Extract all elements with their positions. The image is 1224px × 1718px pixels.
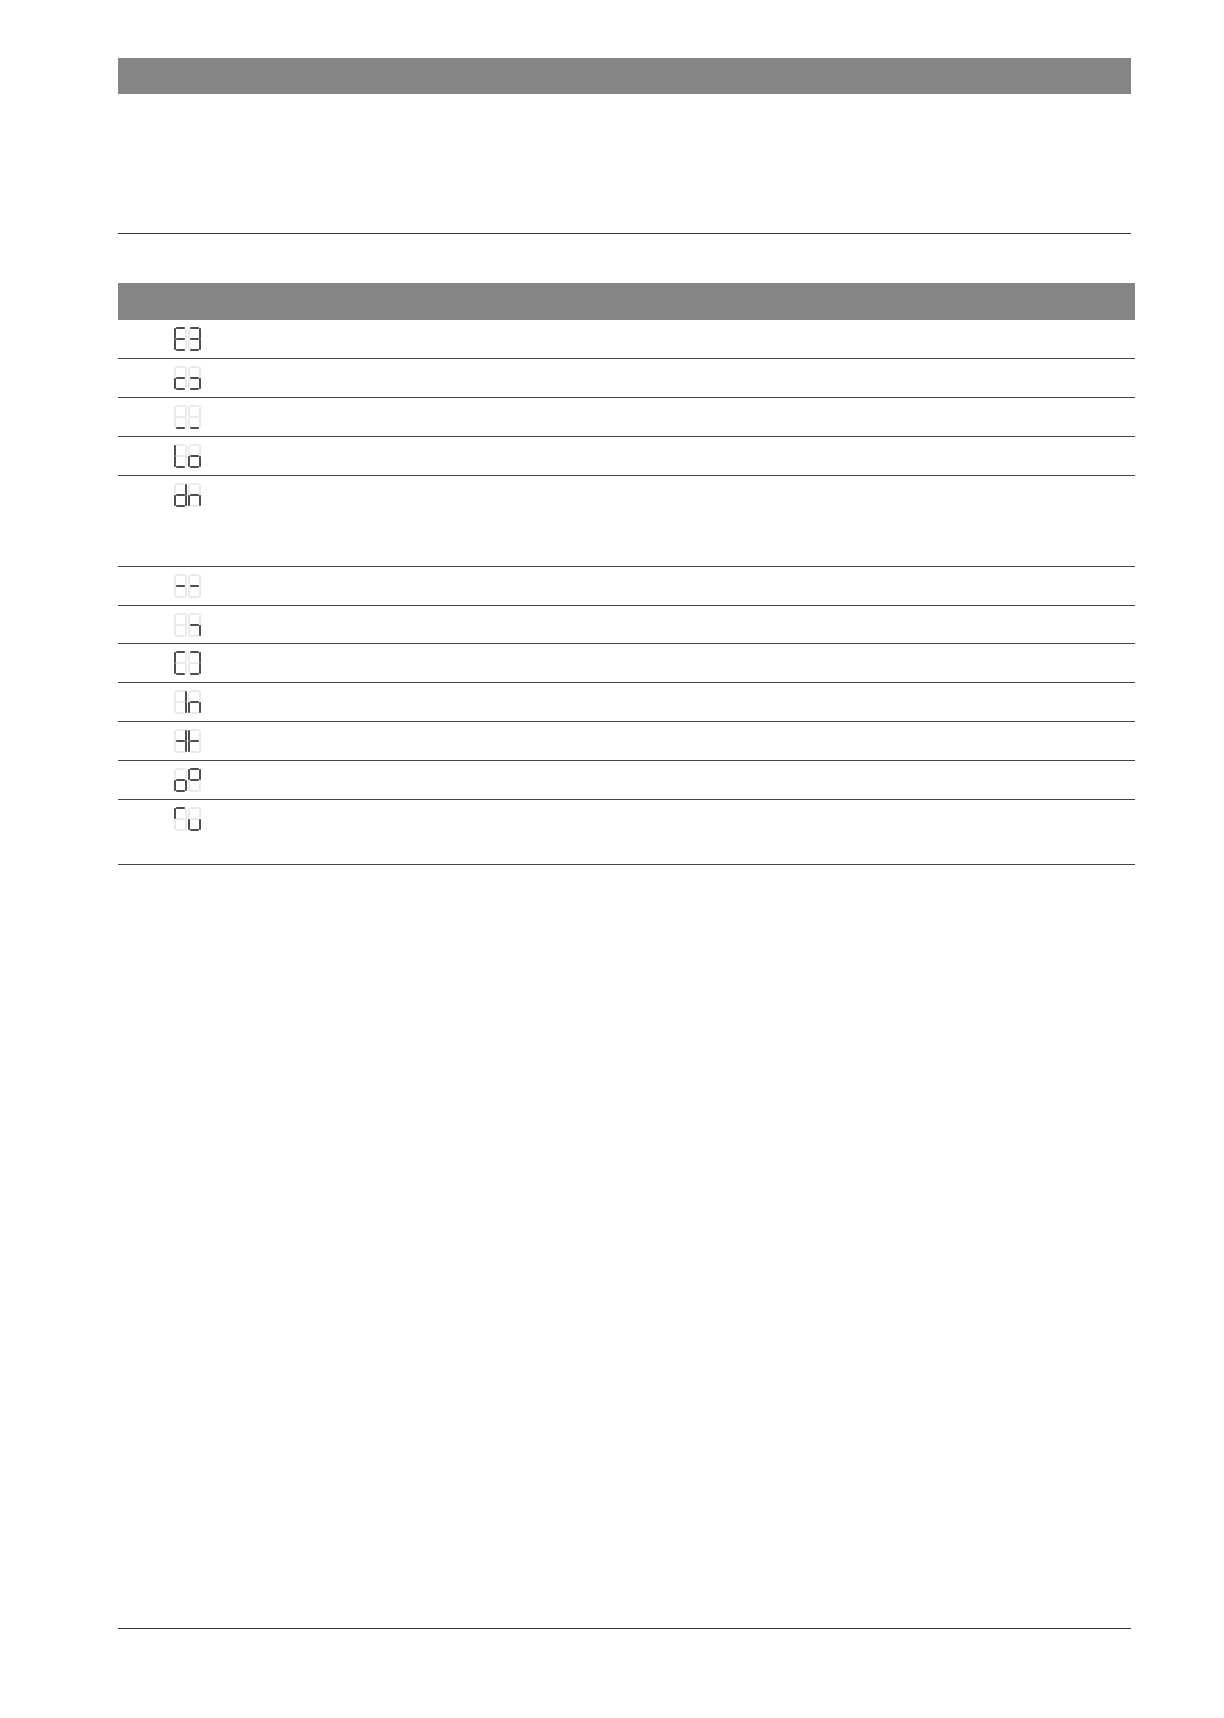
table-header <box>118 283 1135 320</box>
display-code-icon <box>174 327 202 352</box>
footer-rule <box>118 1628 1131 1629</box>
seven-segment-display <box>174 807 202 832</box>
display-code-icon <box>174 729 202 754</box>
display-code-icon <box>174 651 202 676</box>
display-code-icon <box>174 574 202 599</box>
seven-segment-display <box>174 405 202 430</box>
table-row <box>118 398 1135 437</box>
table-row <box>118 644 1135 683</box>
display-codes-table <box>118 283 1135 865</box>
seven-segment-display <box>174 327 202 352</box>
display-code-icon <box>174 405 202 430</box>
display-code-icon <box>174 690 202 715</box>
seven-segment-display <box>174 613 202 638</box>
table-row <box>118 476 1135 567</box>
table-row <box>118 320 1135 359</box>
table-row <box>118 722 1135 761</box>
top-rule <box>118 233 1131 234</box>
table-row <box>118 800 1135 865</box>
table-row <box>118 359 1135 398</box>
display-code-icon <box>174 444 202 469</box>
display-code-icon <box>174 483 202 508</box>
seven-segment-display <box>174 574 202 599</box>
display-code-icon <box>174 366 202 391</box>
seven-segment-display <box>174 729 202 754</box>
seven-segment-display <box>174 483 202 508</box>
seven-segment-display <box>174 366 202 391</box>
table-row <box>118 606 1135 644</box>
seven-segment-display <box>174 768 202 793</box>
seven-segment-display <box>174 444 202 469</box>
table-row <box>118 683 1135 722</box>
seven-segment-display <box>174 651 202 676</box>
display-code-icon <box>174 613 202 638</box>
seven-segment-display <box>174 690 202 715</box>
table-row <box>118 567 1135 606</box>
display-code-icon <box>174 807 202 832</box>
table-body <box>118 320 1135 865</box>
display-code-icon <box>174 768 202 793</box>
header-bar <box>118 58 1131 94</box>
table-row <box>118 437 1135 476</box>
table-row <box>118 761 1135 800</box>
